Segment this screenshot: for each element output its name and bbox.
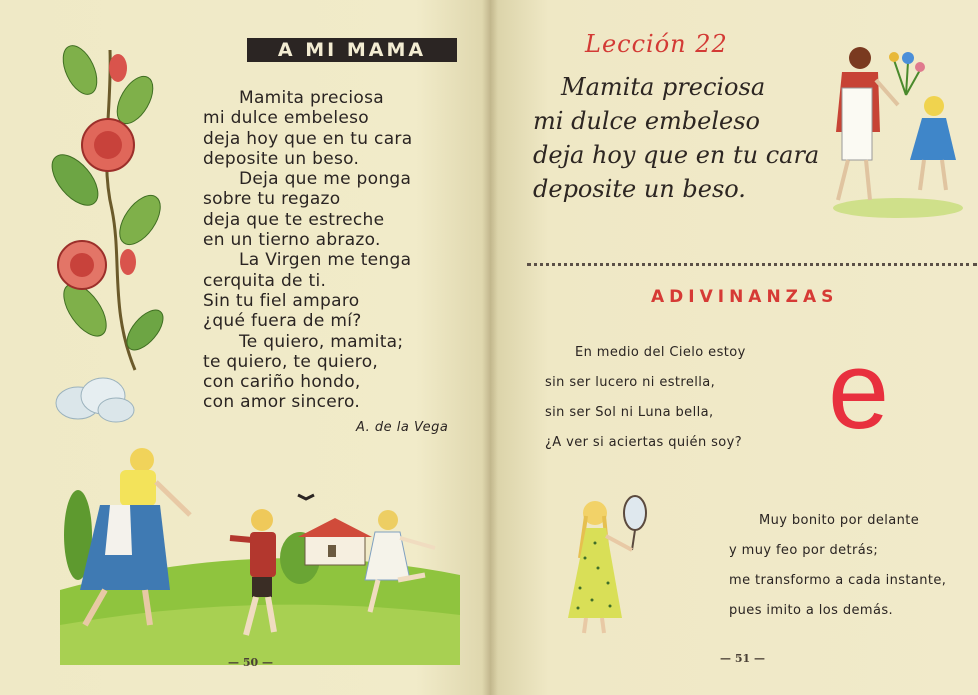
poem-line: Sin tu fiel amparo xyxy=(203,290,360,311)
poem-line: te quiero, te quiero, xyxy=(203,351,379,372)
mother-daughter-flowers-illustration xyxy=(828,40,973,220)
riddle-line: Muy bonito por delante xyxy=(759,513,920,528)
script-verse xyxy=(533,70,819,206)
page-number-left: — 50 — xyxy=(228,656,273,669)
poem-line: mi dulce embeleso xyxy=(203,108,369,129)
poem-line: cerquita de ti. xyxy=(203,270,327,291)
poem-line: con cariño hondo, xyxy=(203,372,361,393)
riddle-line: ¿A ver si aciertas quién soy? xyxy=(545,435,743,450)
rose-branch-illustration xyxy=(40,30,180,380)
script-line: deja hoy que en tu cara xyxy=(533,141,820,169)
lesson-title: Lección 22 xyxy=(585,30,728,58)
poem-line: deja hoy que en tu cara xyxy=(203,128,413,149)
book-gutter xyxy=(482,0,498,695)
riddle-line: sin ser lucero ni estrella, xyxy=(545,375,716,390)
riddle-line: pues imito a los demás. xyxy=(729,603,894,618)
poem-line: con amor sincero. xyxy=(203,392,361,413)
poem-line: deja que te estreche xyxy=(203,209,385,230)
poem-author: A. de la Vega xyxy=(356,420,449,435)
poem-line: La Virgen me tenga xyxy=(239,250,412,271)
cloud-illustration xyxy=(48,368,138,428)
poem-line: sobre tu regazo xyxy=(203,189,341,210)
riddle-one xyxy=(545,338,746,458)
riddle-line: En medio del Cielo estoy xyxy=(575,345,746,360)
script-line: deposite un beso. xyxy=(533,175,746,203)
poem-title: A MI MAMA xyxy=(247,38,457,62)
poem-line: Deja que me ponga xyxy=(239,169,412,190)
script-line: mi dulce embeleso xyxy=(533,107,761,135)
riddle-line: y muy feo por detrás; xyxy=(729,543,879,558)
script-line: Mamita preciosa xyxy=(561,73,766,101)
poem-text xyxy=(203,88,412,413)
page-number-right: — 51 — xyxy=(720,652,765,665)
riddle-line: me transformo a cada instante, xyxy=(729,573,947,588)
riddle-two xyxy=(729,506,946,626)
poem-line: ¿qué fuera de mí? xyxy=(203,311,362,332)
riddle-line: sin ser Sol ni Luna bella, xyxy=(545,405,714,420)
girl-with-mirror-illustration xyxy=(550,488,665,638)
poem-line: Te quiero, mamita; xyxy=(239,331,404,352)
family-garden-illustration xyxy=(60,440,460,665)
poem-line: en un tierno abrazo. xyxy=(203,230,381,251)
riddle-answer-letter: e xyxy=(828,329,890,452)
poem-line: deposite un beso. xyxy=(203,148,360,169)
poem-line: Mamita preciosa xyxy=(239,88,384,108)
section-title: ADIVINANZAS xyxy=(651,287,839,307)
section-divider xyxy=(527,263,977,266)
